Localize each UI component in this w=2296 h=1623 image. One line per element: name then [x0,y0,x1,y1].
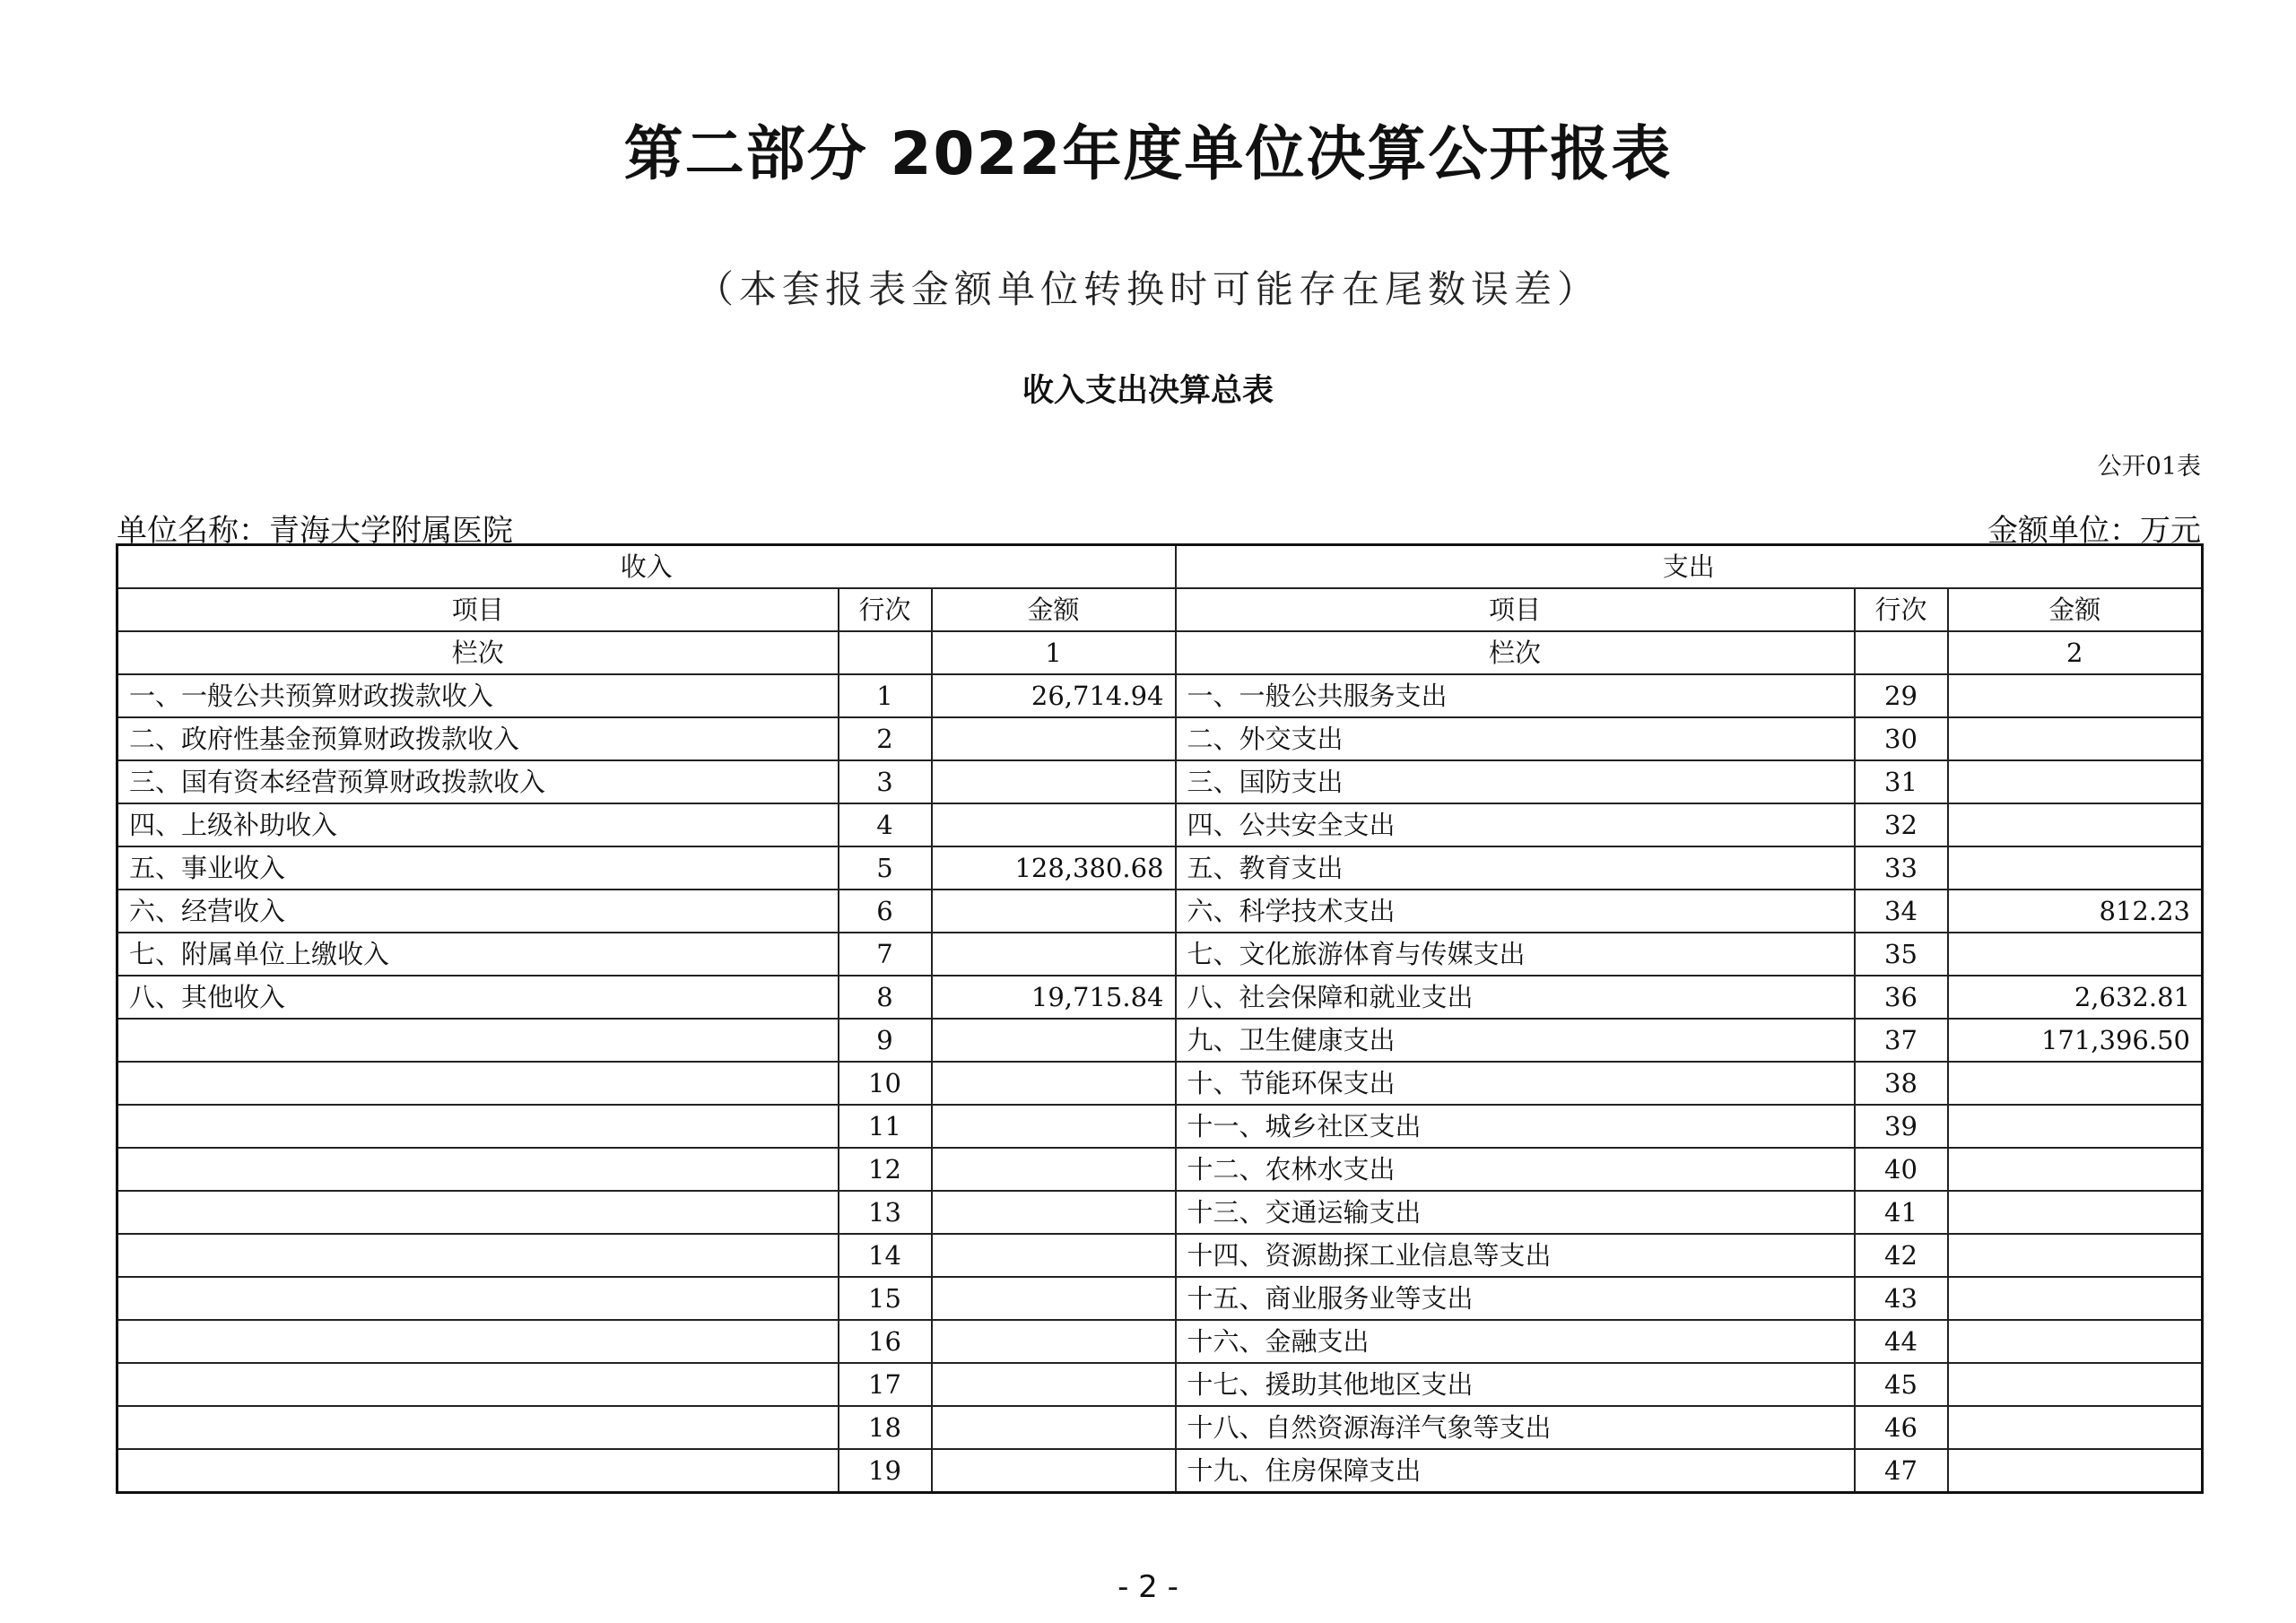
income-row-no-cell: 2 [839,717,932,760]
table-row [117,717,2203,760]
expense-item-cell: 六、科学技术支出 [1176,890,1855,933]
section-header-row [117,545,2203,589]
document-title: 第二部分 2022年度单位决算公开报表 [623,119,1673,188]
expense-column-number: 2 [1948,631,2203,674]
rounding-note: （本套报表金额单位转换时可能存在尾数误差） [695,267,1600,311]
income-row-no-cell: 12 [839,1148,932,1191]
table-row [117,1019,2203,1062]
income-row-no-cell: 13 [839,1191,932,1234]
expense-amount-cell [1948,717,2203,760]
income-amount-cell: 26,714.94 [932,674,1176,717]
expense-item-cell: 十、节能环保支出 [1176,1062,1855,1105]
expense-amount-cell [1948,803,2203,846]
expense-row-no-cell: 33 [1855,846,1948,890]
expense-amount-cell [1948,1277,2203,1320]
income-row-no-cell: 17 [839,1363,932,1406]
table-row [117,1148,2203,1191]
expense-row-no-cell: 41 [1855,1191,1948,1234]
expense-item-header: 项目 [1176,588,1855,631]
expense-item-cell: 八、社会保障和就业支出 [1176,976,1855,1019]
income-item-header: 项目 [117,588,839,631]
expense-row-no-cell: 35 [1855,933,1948,976]
column-header-row [117,588,2203,631]
expense-row-no-cell: 34 [1855,890,1948,933]
income-item-cell [117,1320,839,1363]
income-amount-cell [932,1234,1176,1277]
table-row [117,1277,2203,1320]
expense-item-cell: 一、一般公共服务支出 [1176,674,1855,717]
expense-amount-cell [1948,1320,2203,1363]
income-row-no-cell: 19 [839,1449,932,1493]
income-item-cell [117,1277,839,1320]
table-title: 收入支出决算总表 [1022,373,1274,409]
income-row-no-cell: 11 [839,1105,932,1148]
income-item-cell: 六、经营收入 [117,890,839,933]
expense-amount-cell: 812.23 [1948,890,2203,933]
income-amount-cell [932,933,1176,976]
expense-row-no-cell: 37 [1855,1019,1948,1062]
income-row-no-cell: 15 [839,1277,932,1320]
income-amount-cell [932,1363,1176,1406]
expense-amount-cell [1948,1191,2203,1234]
income-amount-cell [932,1105,1176,1148]
income-row-no-cell: 5 [839,846,932,890]
table-row [117,1320,2203,1363]
income-item-cell: 一、一般公共预算财政拨款收入 [117,674,839,717]
expense-item-cell: 十八、自然资源海洋气象等支出 [1176,1406,1855,1449]
expense-row-no-cell: 39 [1855,1105,1948,1148]
expense-item-cell: 十四、资源勘探工业信息等支出 [1176,1234,1855,1277]
table-row [117,846,2203,890]
expense-item-cell: 十一、城乡社区支出 [1176,1105,1855,1148]
amount-unit: 金额单位：万元 [1987,513,2201,549]
expense-amount-header: 金额 [1948,588,2203,631]
expense-item-cell: 二、外交支出 [1176,717,1855,760]
income-item-cell [117,1449,839,1493]
income-amount-cell [932,1449,1176,1493]
expense-row-no-cell: 31 [1855,760,1948,803]
expense-row-no-cell: 36 [1855,976,1948,1019]
expense-amount-cell [1948,674,2203,717]
income-column-label: 栏次 [117,631,839,674]
income-amount-header: 金额 [932,588,1176,631]
table-row [117,674,2203,717]
expense-item-cell: 十三、交通运输支出 [1176,1191,1855,1234]
income-amount-cell: 19,715.84 [932,976,1176,1019]
expense-item-cell: 四、公共安全支出 [1176,803,1855,846]
income-amount-cell [932,1148,1176,1191]
income-row-no-header: 行次 [839,588,932,631]
income-item-cell [117,1148,839,1191]
income-amount-cell [932,1191,1176,1234]
expense-row-no-cell: 40 [1855,1148,1948,1191]
expense-column-label: 栏次 [1176,631,1855,674]
income-amount-cell [932,1062,1176,1105]
income-row-no-cell: 6 [839,890,932,933]
income-row-no-cell: 9 [839,1019,932,1062]
unit-name: 单位名称：青海大学附属医院 [117,513,513,549]
expense-amount-cell [1948,1234,2203,1277]
form-code: 公开01表 [2097,453,2201,481]
income-row-no-cell: 14 [839,1234,932,1277]
expense-item-cell: 十二、农林水支出 [1176,1148,1855,1191]
income-item-cell [117,1062,839,1105]
expense-item-cell: 十五、商业服务业等支出 [1176,1277,1855,1320]
income-amount-cell [932,803,1176,846]
expense-row-no-cell: 44 [1855,1320,1948,1363]
income-row-no-cell: 18 [839,1406,932,1449]
expense-row-no-cell: 30 [1855,717,1948,760]
expense-item-cell: 九、卫生健康支出 [1176,1019,1855,1062]
income-item-cell: 五、事业收入 [117,846,839,890]
expense-row-no-header: 行次 [1855,588,1948,631]
expense-amount-cell [1948,1449,2203,1493]
expense-row-no-cell: 29 [1855,674,1948,717]
table-row [117,803,2203,846]
income-item-cell: 二、政府性基金预算财政拨款收入 [117,717,839,760]
income-row-no-cell: 10 [839,1062,932,1105]
expense-amount-cell [1948,1105,2203,1148]
expense-amount-cell [1948,1406,2203,1449]
table-row [117,976,2203,1019]
expense-item-cell: 十六、金融支出 [1176,1320,1855,1363]
income-item-cell [117,1363,839,1406]
expense-row-no-cell: 45 [1855,1363,1948,1406]
page-number: - 2 - [1118,1569,1178,1605]
expense-row-no-cell: 46 [1855,1406,1948,1449]
income-amount-cell [932,1406,1176,1449]
expense-amount-cell [1948,933,2203,976]
income-row-no-cell: 7 [839,933,932,976]
expense-amount-cell: 171,396.50 [1948,1019,2203,1062]
income-item-cell [117,1406,839,1449]
income-item-cell: 八、其他收入 [117,976,839,1019]
income-amount-cell: 128,380.68 [932,846,1176,890]
income-column-blank [839,631,932,674]
income-row-no-cell: 4 [839,803,932,846]
income-amount-cell [932,1320,1176,1363]
expense-row-no-cell: 47 [1855,1449,1948,1493]
expense-item-cell: 五、教育支出 [1176,846,1855,890]
income-item-cell: 四、上级补助收入 [117,803,839,846]
table-row [117,1191,2203,1234]
expense-row-no-cell: 43 [1855,1277,1948,1320]
income-row-no-cell: 16 [839,1320,932,1363]
income-column-number: 1 [932,631,1176,674]
table-row [117,1406,2203,1449]
expense-amount-cell [1948,1363,2203,1406]
expense-row-no-cell: 38 [1855,1062,1948,1105]
income-row-no-cell: 3 [839,760,932,803]
expense-header: 支出 [1176,545,2203,589]
expense-item-cell: 十九、住房保障支出 [1176,1449,1855,1493]
table-row [117,1062,2203,1105]
income-row-no-cell: 8 [839,976,932,1019]
table-row [117,1105,2203,1148]
expense-amount-cell [1948,760,2203,803]
expense-amount-cell [1948,846,2203,890]
table-row [117,890,2203,933]
expense-amount-cell [1948,1148,2203,1191]
expense-item-cell: 七、文化旅游体育与传媒支出 [1176,933,1855,976]
income-item-cell [117,1105,839,1148]
income-expense-table [116,543,2204,1494]
table-row [117,1363,2203,1406]
income-amount-cell [932,890,1176,933]
income-amount-cell [932,1019,1176,1062]
income-amount-cell [932,1277,1176,1320]
expense-row-no-cell: 42 [1855,1234,1948,1277]
table-row [117,760,2203,803]
income-item-cell [117,1234,839,1277]
expense-amount-cell [1948,1062,2203,1105]
table-row [117,1449,2203,1493]
income-header: 收入 [117,545,1176,589]
income-item-cell: 七、附属单位上缴收入 [117,933,839,976]
income-item-cell: 三、国有资本经营预算财政拨款收入 [117,760,839,803]
expense-item-cell: 三、国防支出 [1176,760,1855,803]
income-amount-cell [932,760,1176,803]
income-row-no-cell: 1 [839,674,932,717]
expense-column-blank [1855,631,1948,674]
table-row [117,933,2203,976]
expense-amount-cell: 2,632.81 [1948,976,2203,1019]
table-row [117,1234,2203,1277]
column-number-row [117,631,2203,674]
income-item-cell [117,1019,839,1062]
income-item-cell [117,1191,839,1234]
income-amount-cell [932,717,1176,760]
expense-item-cell: 十七、援助其他地区支出 [1176,1363,1855,1406]
expense-row-no-cell: 32 [1855,803,1948,846]
